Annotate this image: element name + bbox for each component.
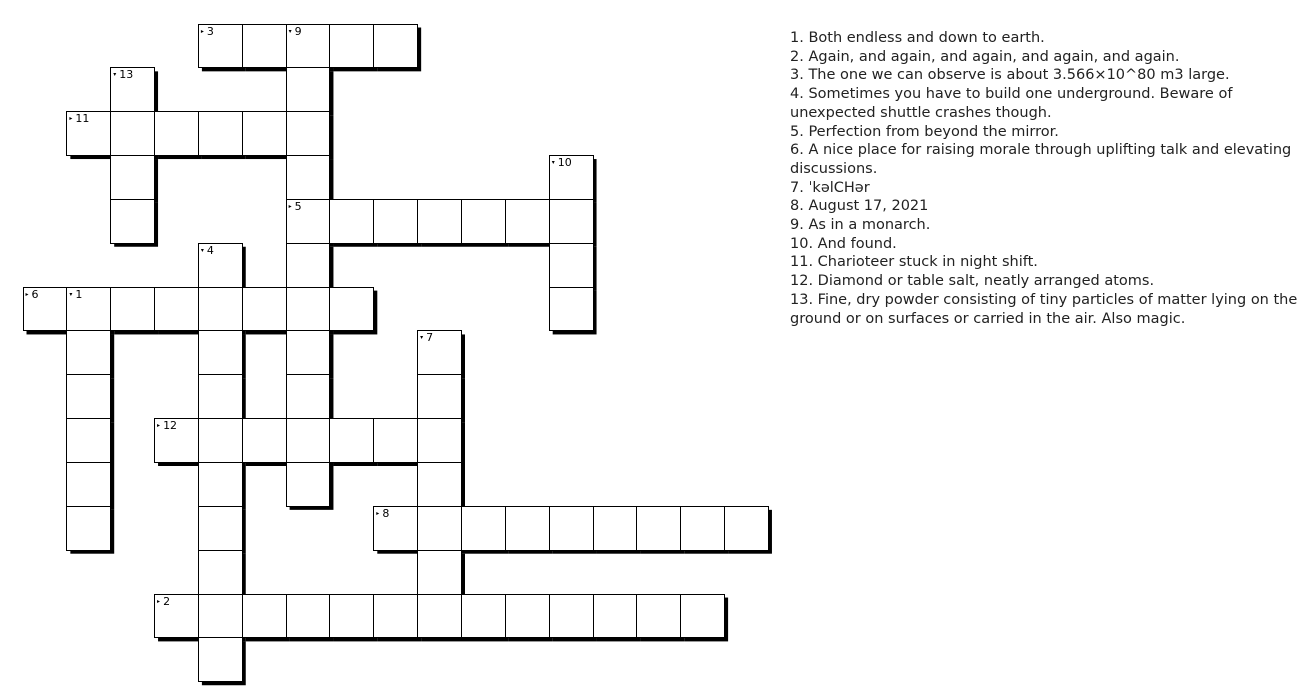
grid-cell[interactable] [198, 594, 243, 639]
clue-item: 6. A nice place for raising morale through uplifting talk and elevating discussions. [790, 142, 1292, 177]
clue-item: 8. August 17, 2021 [790, 198, 929, 215]
clue-item: 10. And found. [790, 235, 897, 252]
grid-cell[interactable] [198, 506, 243, 551]
clue-item: 12. Diamond or table salt, neatly arranged atoms. [790, 273, 1155, 290]
grid-cell[interactable] [724, 506, 769, 551]
clue-item: 4. Sometimes you have to build one underground. Beware of unexpected shuttle crashes though. [790, 86, 1233, 121]
grid-cell[interactable] [198, 374, 243, 419]
grid-cell[interactable] [680, 594, 725, 639]
grid-cell[interactable] [505, 506, 550, 551]
grid-cell[interactable] [417, 418, 462, 463]
grid-cell[interactable] [110, 155, 155, 200]
grid-cell[interactable] [286, 462, 331, 507]
clue-item: 13. Fine, dry powder consisting of tiny particles of matter lying on the ground or on surfaces or carried in the air. Also magic. [790, 291, 1298, 327]
clue-item: 2. Again, and again, and again, and again, and again. [790, 48, 1180, 65]
grid-cell[interactable] [680, 506, 725, 551]
grid-cell[interactable] [198, 418, 243, 463]
grid-cell[interactable] [549, 287, 594, 332]
clue-item: 7. ˈkəlCHər [790, 179, 870, 196]
grid-cell[interactable] [461, 199, 506, 244]
grid-cell[interactable] [373, 199, 418, 244]
grid-cell[interactable] [66, 506, 111, 551]
clue-number: ▸ 2 [157, 596, 170, 608]
clue-number: ▸ 8 [376, 508, 389, 520]
grid-cell[interactable] [198, 287, 243, 332]
clue-item: 5. Perfection from beyond the mirror. [790, 123, 1059, 140]
grid-cell[interactable] [286, 155, 331, 200]
grid-cell[interactable] [154, 111, 199, 156]
grid-cell[interactable] [549, 155, 594, 200]
grid-cell[interactable] [373, 24, 418, 69]
grid-cell[interactable] [66, 111, 111, 156]
grid-cell[interactable] [242, 287, 287, 332]
grid-cell[interactable] [110, 287, 155, 332]
grid-cell[interactable] [242, 594, 287, 639]
grid-cell[interactable] [23, 287, 68, 332]
clue-number: ▾ 4 [201, 245, 214, 257]
clue-number: ▸ 12 [157, 420, 177, 432]
grid-cell[interactable] [329, 594, 374, 639]
grid-cell[interactable] [242, 24, 287, 69]
grid-cell[interactable] [198, 550, 243, 595]
grid-cell[interactable] [66, 462, 111, 507]
grid-cell[interactable] [329, 24, 374, 69]
grid-cell[interactable] [549, 243, 594, 288]
clue-item: 1. Both endless and down to earth. [790, 30, 1045, 46]
grid-cell[interactable] [329, 418, 374, 463]
grid-cell[interactable] [417, 330, 462, 375]
grid-cell[interactable] [110, 111, 155, 156]
grid-cell[interactable] [417, 462, 462, 507]
grid-cell[interactable] [154, 418, 199, 463]
grid-cell[interactable] [110, 199, 155, 244]
grid-cell[interactable] [373, 418, 418, 463]
grid-cell[interactable] [198, 111, 243, 156]
grid-cell[interactable] [110, 67, 155, 112]
grid-cell[interactable] [286, 374, 331, 419]
grid-cell[interactable] [66, 287, 111, 332]
grid-cell[interactable] [286, 24, 331, 69]
grid-cell[interactable] [286, 287, 331, 332]
clue-number: ▸ 5 [289, 201, 302, 213]
clue-item: 9. As in a monarch. [790, 217, 931, 234]
grid-cell[interactable] [198, 462, 243, 507]
clue-number: ▸ 3 [201, 26, 214, 38]
grid-cell[interactable] [417, 550, 462, 595]
grid-cell[interactable] [461, 506, 506, 551]
clue-number: ▾ 10 [552, 157, 572, 169]
grid-cell[interactable] [198, 243, 243, 288]
grid-cell[interactable] [549, 199, 594, 244]
grid-cell[interactable] [286, 243, 331, 288]
grid-cell[interactable] [636, 506, 681, 551]
grid-cell[interactable] [505, 199, 550, 244]
grid-cell[interactable] [66, 330, 111, 375]
clue-number: ▸ 6 [26, 289, 39, 301]
grid-cell[interactable] [373, 594, 418, 639]
grid-cell[interactable] [593, 594, 638, 639]
clue-number: ▾ 13 [113, 69, 133, 81]
grid-cell[interactable] [417, 594, 462, 639]
grid-cell[interactable] [154, 287, 199, 332]
grid-cell[interactable] [417, 506, 462, 551]
grid-cell[interactable] [329, 287, 374, 332]
clue-item: 3. The one we can observe is about 3.566×10^80 m3 large. [790, 67, 1230, 84]
grid-cell[interactable] [286, 330, 331, 375]
clue-number: ▾ 1 [69, 289, 82, 301]
grid-cell[interactable] [286, 418, 331, 463]
clue-list [790, 29, 1300, 328]
grid-cell[interactable] [198, 24, 243, 69]
grid-cell[interactable] [286, 594, 331, 639]
grid-cell[interactable] [417, 374, 462, 419]
grid-cell[interactable] [461, 594, 506, 639]
clue-number: ▸ 11 [69, 113, 89, 125]
grid-cell[interactable] [329, 199, 374, 244]
grid-cell[interactable] [154, 594, 199, 639]
clue-number: ▾ 9 [289, 26, 302, 38]
clue-item: 11. Charioteer stuck in night shift. [790, 254, 1038, 271]
grid-cell[interactable] [242, 111, 287, 156]
grid-cell[interactable] [198, 637, 243, 682]
grid-cell[interactable] [66, 374, 111, 419]
grid-cell[interactable] [286, 111, 331, 156]
grid-cell[interactable] [198, 330, 243, 375]
grid-cell[interactable] [549, 594, 594, 639]
grid-cell[interactable] [417, 199, 462, 244]
grid-cell[interactable] [373, 506, 418, 551]
grid-cell[interactable] [549, 506, 594, 551]
grid-cell[interactable] [242, 418, 287, 463]
grid-cell[interactable] [636, 594, 681, 639]
grid-cell[interactable] [286, 199, 331, 244]
clue-number: ▾ 7 [420, 332, 433, 344]
grid-cell[interactable] [286, 67, 331, 112]
grid-cell[interactable] [66, 418, 111, 463]
grid-cell[interactable] [593, 506, 638, 551]
grid-cell[interactable] [505, 594, 550, 639]
